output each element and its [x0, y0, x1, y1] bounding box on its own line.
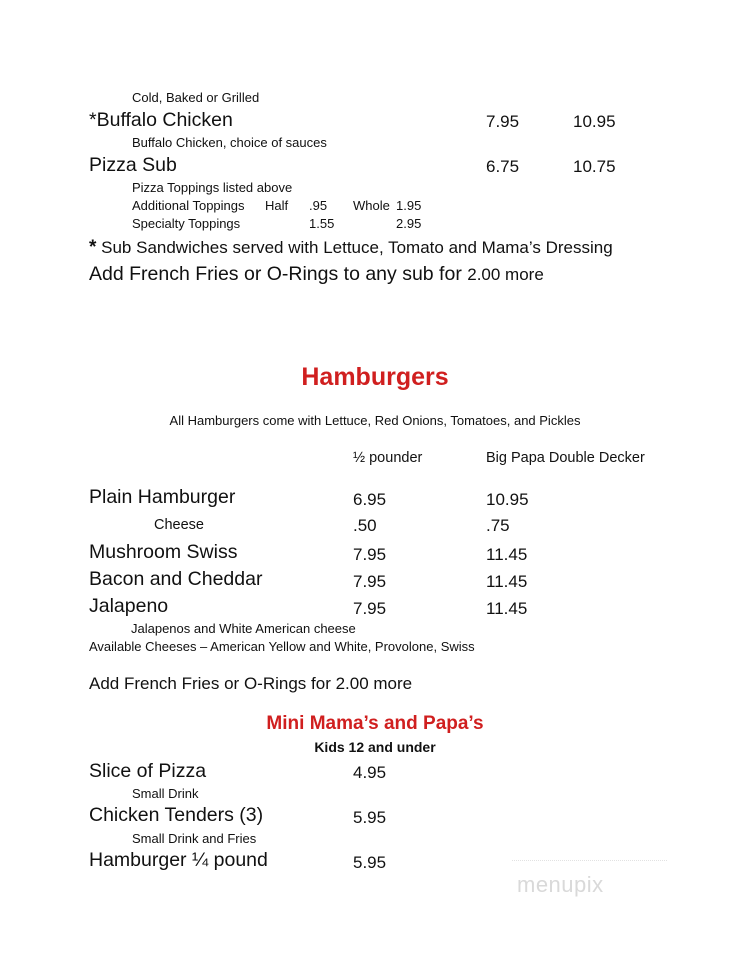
- burger-bacon-cheddar-half-price: 7.95: [353, 572, 387, 591]
- burger-plain-half-price: 6.95: [353, 490, 387, 509]
- hamburgers-subtitle: All Hamburgers come with Lettuce, Red Onions, Tomatoes, and Pickles: [169, 413, 581, 428]
- burger-jalapeno-desc: Jalapenos and White American cheese: [131, 621, 356, 636]
- additional-toppings-half-label: Half: [265, 198, 289, 213]
- pizza-sub-price-small: 6.75: [486, 157, 520, 176]
- burger-bacon-cheddar-name: Bacon and Cheddar: [89, 568, 263, 590]
- kids-chicken-tenders-name: Chicken Tenders (3): [89, 804, 264, 826]
- kids-chicken-tenders-desc: Small Drink and Fries: [132, 831, 257, 846]
- sub-fries-addon-price: 2.00 more: [467, 265, 544, 284]
- sub-sandwich-note: [89, 238, 613, 257]
- buffalo-chicken-desc: Buffalo Chicken, choice of sauces: [132, 135, 327, 150]
- kids-slice-pizza-desc: Small Drink: [132, 786, 199, 801]
- pizza-sub-desc: Pizza Toppings listed above: [132, 180, 293, 195]
- kids-title: Mini Mama’s and Papa’s: [266, 713, 484, 734]
- sub-note-text: Sub Sandwiches served with Lettuce, Tomato and Mama’s Dressing: [96, 238, 613, 257]
- kids-subtitle: Kids 12 and under: [314, 739, 436, 755]
- pizza-sub-name: Pizza Sub: [89, 154, 177, 176]
- specialty-toppings-label: Specialty Toppings: [132, 216, 241, 231]
- pizza-sub-price-large: 10.75: [573, 157, 616, 176]
- burger-mushroom-swiss-half-price: 7.95: [353, 545, 387, 564]
- watermark-text: menupix: [517, 872, 604, 897]
- menupix-watermark: [512, 860, 667, 910]
- kids-slice-pizza-price: 4.95: [353, 763, 387, 782]
- buffalo-chicken-name: *Buffalo Chicken: [89, 109, 233, 131]
- additional-toppings-whole-price: 1.95: [396, 198, 422, 213]
- burger-cheese-name: Cheese: [154, 517, 204, 533]
- additional-toppings-half-price: .95: [309, 198, 328, 213]
- buffalo-chicken-price-small: 7.95: [486, 112, 520, 131]
- burger-fries-addon: Add French Fries or O-Rings for 2.00 more: [89, 674, 413, 693]
- additional-toppings-label: Additional Toppings: [132, 198, 245, 213]
- buffalo-chicken-price-large: 10.95: [573, 112, 616, 131]
- column-header-big-papa: Big Papa Double Decker: [486, 450, 645, 466]
- sub-fries-addon-text: Add French Fries or O-Rings to any sub for: [89, 263, 468, 285]
- burger-cheese-half-price: .50: [353, 516, 377, 535]
- watermark-rule: [512, 860, 667, 861]
- available-cheeses: Available Cheeses – American Yellow and White, Provolone, Swiss: [89, 639, 475, 654]
- burger-bacon-cheddar-big-price: 11.45: [486, 572, 528, 591]
- subs-cold-baked-note: Cold, Baked or Grilled: [132, 90, 260, 105]
- sub-note-star: *: [89, 237, 97, 258]
- hamburgers-title: Hamburgers: [301, 363, 449, 391]
- kids-hamburger-price: 5.95: [353, 853, 387, 872]
- specialty-toppings-whole-price: 2.95: [396, 216, 422, 231]
- kids-hamburger-name: Hamburger ¼ pound: [89, 849, 268, 871]
- burger-mushroom-swiss-name: Mushroom Swiss: [89, 541, 238, 563]
- burger-jalapeno-big-price: 11.45: [486, 599, 528, 618]
- burger-jalapeno-name: Jalapeno: [89, 595, 169, 617]
- burger-cheese-big-price: .75: [486, 516, 510, 535]
- burger-plain-name: Plain Hamburger: [89, 486, 236, 508]
- additional-toppings-whole-label: Whole: [353, 198, 390, 213]
- kids-chicken-tenders-price: 5.95: [353, 808, 387, 827]
- kids-slice-pizza-name: Slice of Pizza: [89, 760, 207, 782]
- column-header-half-pounder: ½ pounder: [353, 450, 423, 466]
- specialty-toppings-half-price: 1.55: [309, 216, 335, 231]
- sub-fries-addon: [89, 265, 544, 285]
- burger-jalapeno-half-price: 7.95: [353, 599, 387, 618]
- burger-mushroom-swiss-big-price: 11.45: [486, 545, 528, 564]
- burger-plain-big-price: 10.95: [486, 490, 529, 509]
